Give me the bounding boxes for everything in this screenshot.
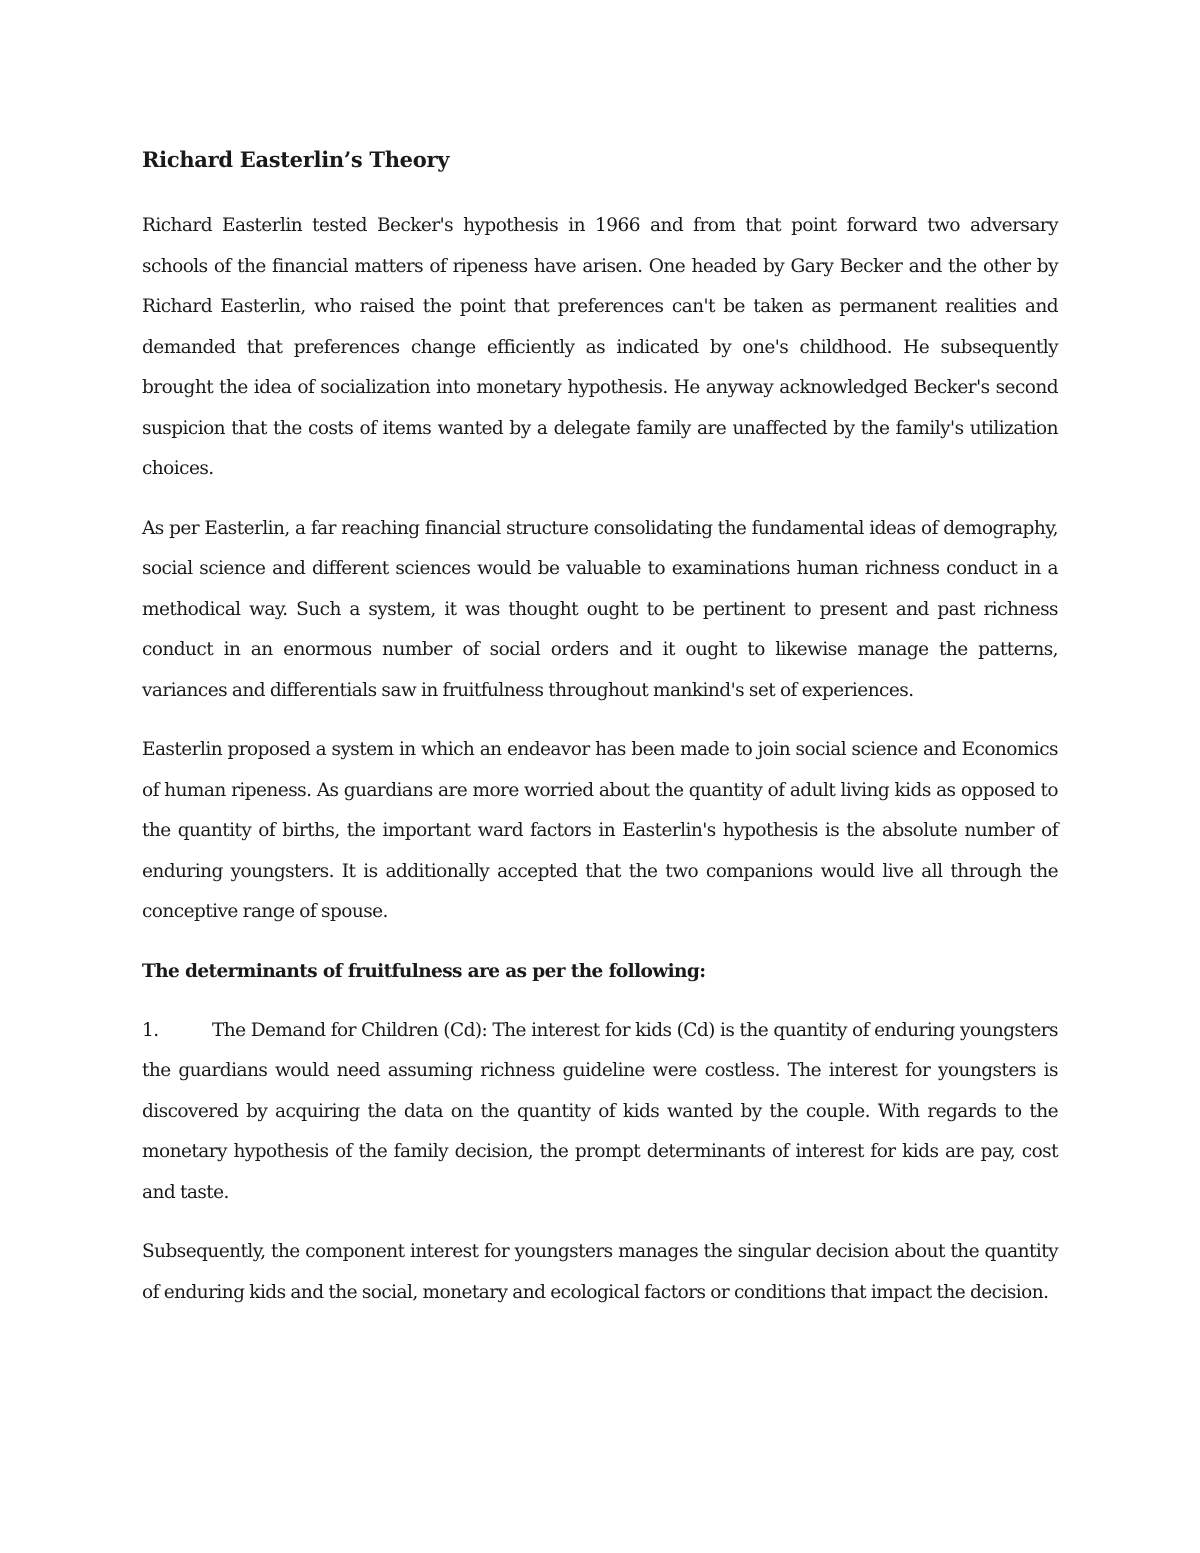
paragraph-1: Richard Easterlin tested Becker's hypothesis in 1966 and from that point forward two adversary schools of the financial matters of ripeness have arisen. One headed by Gary Becker and the other by Richard Easterlin, who raised the point that preferences can't be taken as permanent realities and demanded that preferences change efficiently as indicated by one's childhood. He subsequently brought the idea of socialization into monetary hypothesis. He anyway acknowledged Becker's second suspicion that the costs of items wanted by a delegate family are unaffected by the family's utilization choices. <box>142 215 1058 479</box>
paragraph-3: Easterlin proposed a system in which an endeavor has been made to join social science and Economics of human ripeness. As guardians are more worried about the quantity of adult living kids as opposed to the quantity of births, the important ward factors in Easterlin's hypothesis is the absolute number of enduring youngsters. It is additionally accepted that the two companions would live all through the conceptive range of spouse. <box>142 739 1058 922</box>
list-item-number: 1. <box>142 1019 159 1041</box>
document-title: Richard Easterlin’s Theory <box>142 147 450 172</box>
list-item-1 <box>142 1011 1058 1214</box>
closing-paragraph: Subsequently, the component interest for youngsters manages the singular decision about the quantity of enduring kids and the social, monetary and ecological factors or conditions that impact the decision. <box>142 1241 1058 1303</box>
document-page <box>142 140 1058 1332</box>
section-heading: The determinants of fruitfulness are as per the following: <box>142 960 706 982</box>
list-item-text: The Demand for Children (Cd): The interest for kids (Cd) is the quantity of enduring youngsters the guardians would need assuming richness guideline were costless. The interest for youngsters is discovered by acquiring the data on the quantity of kids wanted by the couple. With regards to the monetary hypothesis of the family decision, the prompt determinants of interest for kids are pay, cost and taste. <box>142 1019 1058 1203</box>
paragraph-2: As per Easterlin, a far reaching financial structure consolidating the fundamental ideas of demography, social science and different sciences would be valuable to examinations human richness conduct in a methodical way. Such a system, it was thought ought to be pertinent to present and past richness conduct in an enormous number of social orders and it ought to likewise manage the patterns, variances and differentials saw in fruitfulness throughout mankind's set of experiences. <box>142 517 1058 701</box>
